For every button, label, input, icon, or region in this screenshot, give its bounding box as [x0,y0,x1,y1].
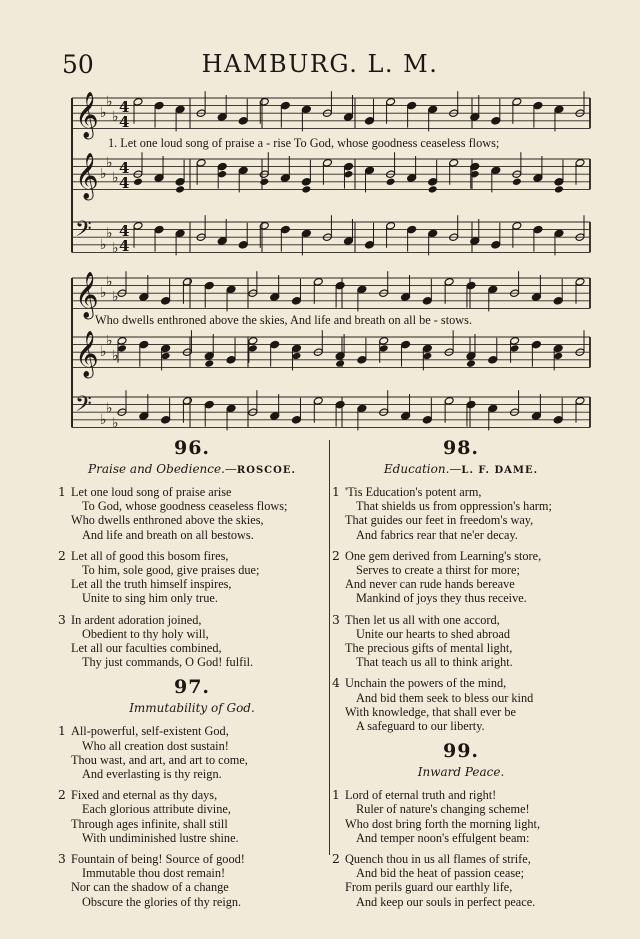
svg-text:♭: ♭ [106,225,113,242]
verse-line: Serves to create a thirst for more; [356,563,520,578]
verse-line: Fountain of being! Source of good! [71,852,245,867]
hymn-99 [330,740,592,909]
verse-line: And never can rude hands bereave [345,577,515,592]
svg-text:♭: ♭ [100,236,107,253]
right-column [330,437,592,916]
svg-text:♭: ♭ [100,166,107,183]
stanza-number: 1 [332,788,340,803]
svg-text:♭: ♭ [106,273,113,290]
hymn-subtitle: Praise and Obedience.—ROSCOE. [88,462,296,476]
verse-line: And bid the heat of passion cease; [356,866,525,881]
verse-line: Let all our faculties combined, [71,641,222,656]
stanza-number: 2 [332,548,340,563]
verse-line: And everlasting is thy reign. [82,767,222,782]
verse-line: In ardent adoration joined, [71,612,202,627]
verse-line: Thy just commands, O God! fulfil. [82,655,254,670]
hymn-97 [56,676,328,908]
verse-line: Who all creation dost sustain! [82,738,229,753]
verse-line: 'Tis Education's potent arm, [345,485,482,499]
verse-line: Thou wast, and art, and art to come, [71,752,248,767]
verse-line: With knowledge, that shall ever be [345,704,516,719]
verse-line: With undiminished lustre shine. [82,830,239,845]
verse-line: That guides our feet in freedom's way, [345,513,534,528]
page-number: 50 [62,50,94,79]
svg-text:4: 4 [119,113,130,131]
lyrics-system-1: 1. Let one loud song of praise a - rise To God, whose goodness ceaseless flows; [108,136,500,150]
verse-line: Fixed and eternal as thy days, [71,788,218,803]
svg-text:♭: ♭ [112,289,119,305]
verse-line: Unite to sing him only true. [82,591,218,606]
hymn-subtitle: Education.—L. F. DAME. [383,462,539,476]
svg-text:♭: ♭ [106,332,113,349]
stanza-number: 2 [332,852,340,867]
hymn-subtitle: Immutability of God. [129,701,255,716]
verse-line: One gem derived from Learning's store, [345,548,542,563]
verse-line: Quench thou in us all flames of strife, [345,852,531,867]
verse-line: Who dost bring forth the morning light, [345,816,541,831]
svg-text:♭: ♭ [106,400,113,417]
svg-text:♭: ♭ [112,170,119,186]
verse-line: That shields us from oppression's harm; [356,499,552,514]
stanza [56,549,328,606]
stanza [330,852,592,909]
hymn-96 [56,437,328,669]
stanza [56,788,328,845]
stanza [330,613,592,670]
verse-line: Lord of eternal truth and right! [345,788,497,803]
verse-line: All-powerful, self-existent God, [71,724,229,739]
hymn-author: ROSCOE. [236,465,296,476]
verse-line: Who dwells enthroned above the skies, [71,513,264,528]
svg-text:𝄢: 𝄢 [75,217,92,247]
verse-line: The precious gifts of mental light, [345,641,513,656]
stanza [56,852,328,909]
hymn-number: 96. [173,437,211,459]
verse-line: And fabrics rear that ne'er decay. [356,527,518,542]
svg-text:♭: ♭ [112,415,119,432]
stanza-number: 2 [58,548,66,563]
hymn-number: 98. [442,437,480,459]
verse-line: Then let us all with one accord, [345,612,500,627]
svg-text:4: 4 [119,98,130,116]
lyrics-system-2: Who dwells enthroned above the skies, And life and breath on all be - stows. [95,313,473,327]
svg-text:♭: ♭ [106,93,113,110]
hymn-author: L. F. DAME. [461,465,539,476]
stanza [330,485,592,542]
stanza-number: 4 [332,676,340,691]
svg-text:4: 4 [119,174,130,192]
hymn-number: 97. [173,676,211,699]
svg-text:♭: ♭ [100,344,107,361]
verse-line: Ruler of nature's changing scheme! [356,802,530,817]
stanza [56,724,328,781]
stanza [330,676,592,733]
svg-text:𝄢: 𝄢 [75,392,92,422]
stanza-number: 3 [58,852,66,867]
hymn-subtitle: Inward Peace. [417,765,505,780]
svg-text:♭: ♭ [112,109,119,125]
verse-line: That teach us all to think aright. [356,655,513,670]
verse-line: And bid them seek to bless our kind [356,690,534,705]
stanza-number: 1 [58,485,66,499]
stanza [56,613,328,670]
tune-title: HAMBURG. L. M. [201,50,439,78]
verse-line: Mankind of joys they thus receive. [356,591,527,606]
hymn-98 [330,437,592,733]
svg-text:4: 4 [119,159,130,177]
svg-text:♭: ♭ [100,411,107,428]
verse-line: Let all of good this bosom fires, [71,548,229,563]
svg-text:𝄞: 𝄞 [75,92,99,138]
verse-line: Obscure the glories of thy reign. [82,894,242,909]
verse-line: To him, sole good, give praises due; [82,563,260,578]
verse-line: Unchain the powers of the mind, [345,676,507,691]
verse-line: Each glorious attribute divine, [82,802,231,817]
svg-text:𝄞: 𝄞 [75,331,99,377]
verse-line: And life and breath on all bestows. [82,527,254,542]
music-score [0,0,640,440]
verse-line: And keep our souls in perfect peace. [356,894,536,909]
verse-line: And temper noon's effulgent beam: [356,830,530,845]
svg-text:4: 4 [119,237,130,255]
hymn-number: 99. [442,740,480,763]
svg-text:♭: ♭ [112,348,119,364]
verse-line: From perils guard our earthly life, [345,880,513,895]
verse-line: Let one loud song of praise arise [71,485,232,499]
stanza-number: 1 [332,485,340,499]
stanza-number: 3 [332,612,340,627]
verse-line: To God, whose goodness ceaseless flows; [82,499,288,514]
stanza [330,549,592,606]
verse-line: Obedient to thy holy will, [82,626,209,641]
verse-line: Immutable thou dost remain! [82,866,226,881]
svg-text:♭: ♭ [100,105,107,122]
verse-line: Through ages infinite, shall still [71,816,228,831]
stanza [330,788,592,845]
verse-line: A safeguard to our liberty. [356,719,485,734]
svg-text:♭: ♭ [112,240,119,257]
stanza [56,485,328,542]
left-column [56,437,328,916]
verse-line: Let all the truth himself inspires, [71,577,232,592]
stanza-number: 1 [58,724,66,739]
svg-text:♭: ♭ [100,285,107,302]
svg-text:𝄞: 𝄞 [75,153,99,199]
stanza-number: 2 [58,788,66,803]
verse-line: Nor can the shadow of a change [71,880,229,895]
svg-text:𝄞: 𝄞 [75,272,99,318]
svg-text:♭: ♭ [106,154,113,171]
svg-text:4: 4 [119,222,130,240]
stanza-number: 3 [58,612,66,627]
verse-line: Unite our hearts to shed abroad [356,626,511,641]
